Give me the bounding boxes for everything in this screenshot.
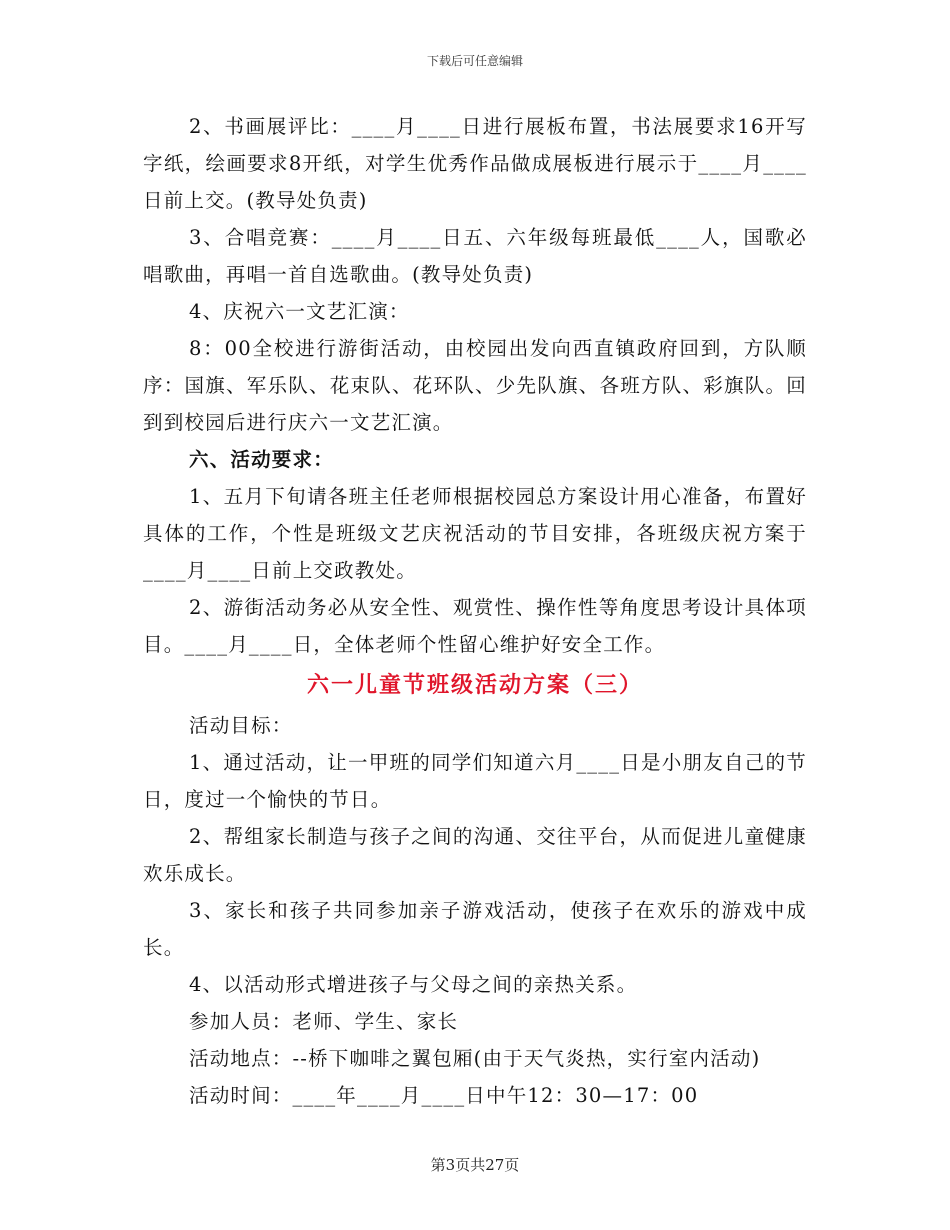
section-heading-requirements: 六、活动要求： xyxy=(189,448,334,471)
paragraph-location: 活动地点：--桥下咖啡之翼包厢(由于天气炎热，实行室内活动) xyxy=(189,1047,761,1070)
paragraph-choir: 3、合唱竞赛：____月____日五、六年级每班最低____人，国歌必唱歌曲，再唱一首自选歌曲。(教导处负责) xyxy=(143,226,807,286)
paragraph-goal-4: 4、以活动形式增进孩子与父母之间的亲热关系。 xyxy=(189,973,638,996)
paragraph-goal-3: 3、家长和孩子共同参加亲子游戏活动，使孩子在欢乐的游戏中成长。 xyxy=(143,899,807,959)
paragraph-calligraphy: 2、书画展评比：____月____日进行展板布置，书法展要求16开写字纸，绘画要求8开纸，对学生优秀作品做成展板进行展示于____月____日前上交。(教导处负责) xyxy=(143,115,807,212)
page-footer: 第3页共27页 xyxy=(430,1156,520,1174)
paragraph-goal-1: 1、通过活动，让一甲班的同学们知道六月____日是小朋友自己的节日，度过一个愉快的节日。 xyxy=(143,751,807,811)
paragraph-time: 活动时间：____年____月____日中午12：30—17：00 xyxy=(189,1084,699,1107)
paragraph-requirement-1: 1、五月下旬请各班主任老师根据校园总方案设计用心准备，布置好具体的工作，个性是班级文艺庆祝活动的节目安排，各班级庆祝方案于____月____日前上交政教处。 xyxy=(143,485,807,582)
paragraph-requirement-2: 2、游街活动务必从安全性、观赏性、操作性等角度思考设计具体项目。____月____日，全体老师个性留心维护好安全工作。 xyxy=(143,596,807,656)
document-body xyxy=(143,108,807,1114)
paragraph-participants: 参加人员：老师、学生、家长 xyxy=(189,1010,459,1033)
paragraph-goals-heading: 活动目标： xyxy=(189,714,293,737)
paragraph-goal-2: 2、帮组家长制造与孩子之间的沟通、交往平台，从而促进儿童健康欢乐成长。 xyxy=(143,825,807,885)
paragraph-performance-heading: 4、庆祝六一文艺汇演： xyxy=(189,300,410,323)
document-title: 六一儿童节班级活动方案（三） xyxy=(306,672,643,698)
paragraph-parade: 8：00全校进行游街活动，由校园出发向西直镇政府回到，方队顺序：国旗、军乐队、花束队、花环队、少先队旗、各班方队、彩旗队。回到到校园后进行庆六一文艺汇演。 xyxy=(143,337,807,434)
page-header: 下载后可任意编辑 xyxy=(426,54,523,68)
